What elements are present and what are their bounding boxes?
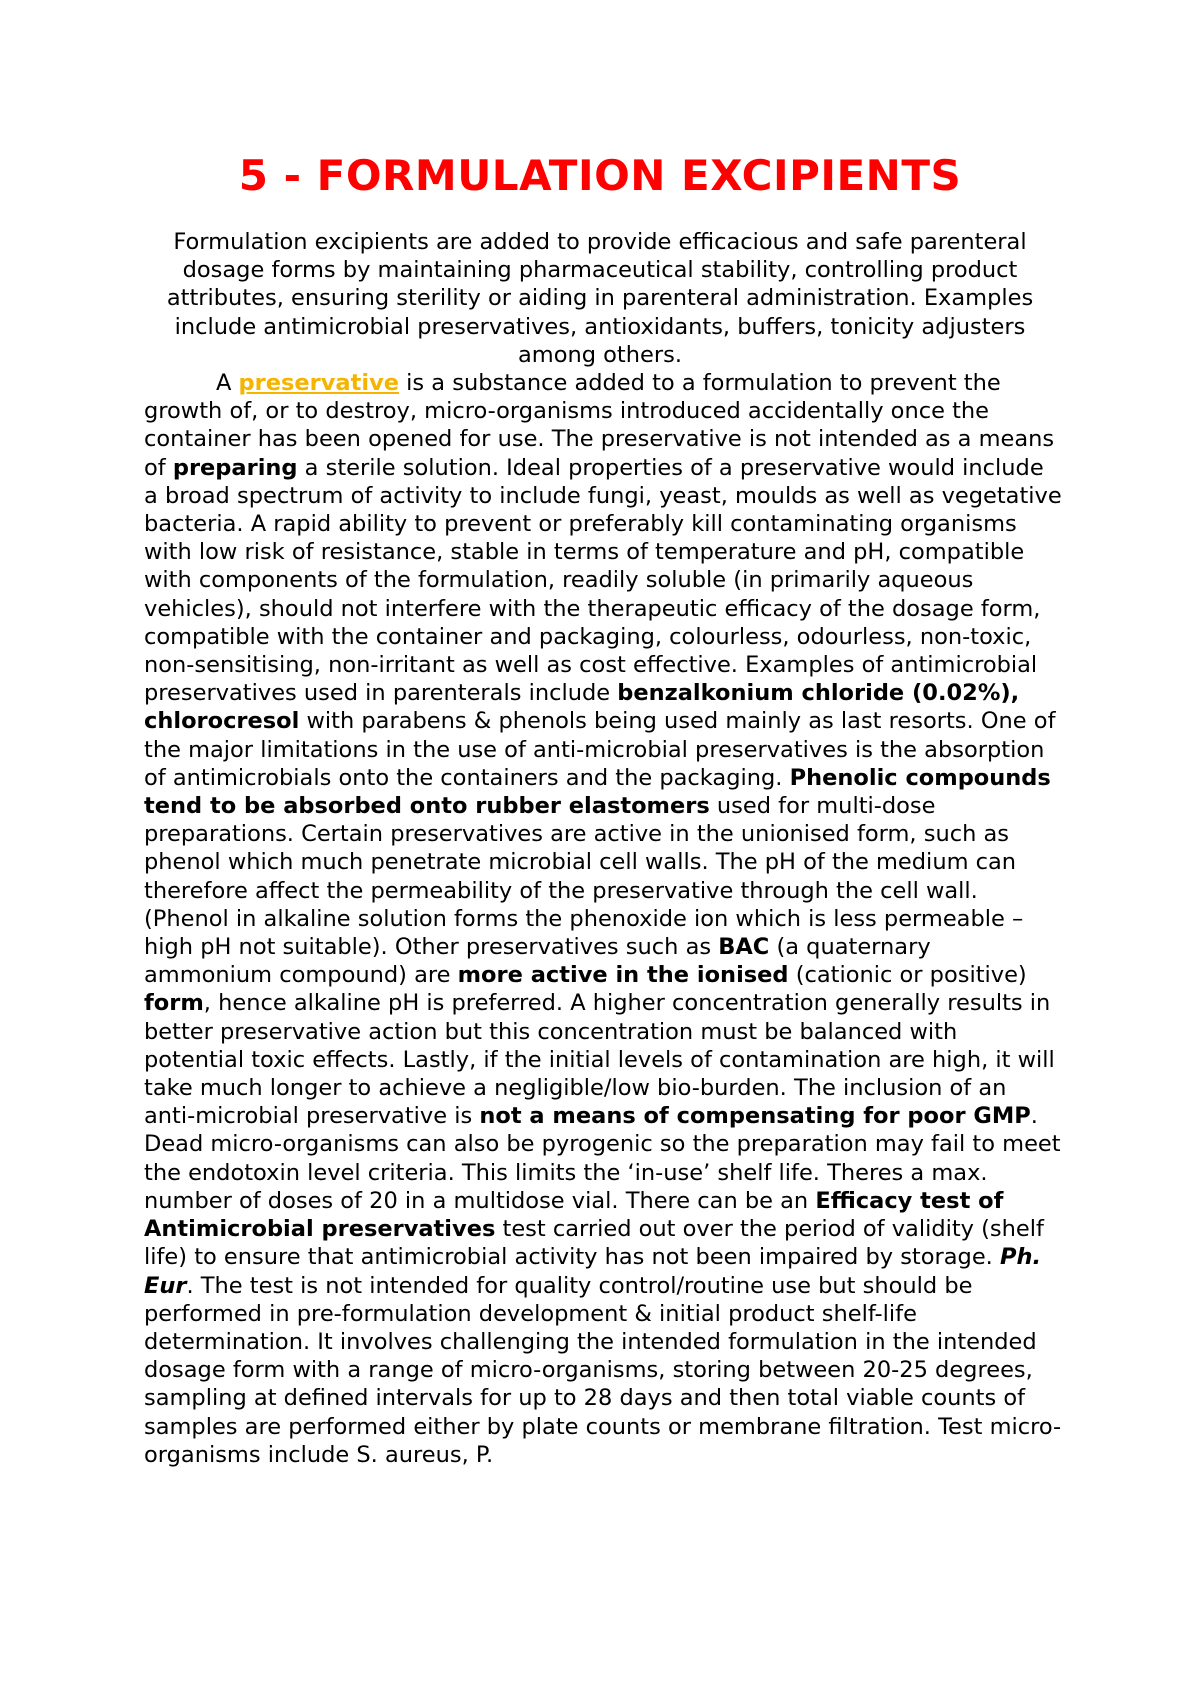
bold-text: Phenolic compounds tend to be absorbed onto rubber elastomers (144, 764, 1051, 820)
bold-text: preparing (172, 454, 298, 481)
page-title: 5 - FORMULATION EXCIPIENTS (238, 151, 962, 200)
bold-text: more active in the ionised (457, 962, 789, 989)
intro-paragraph: Formulation excipients are added to provide efficacious and safe parenteral dosage forms by maintaining pharmaceutical stability, controlling product attributes, ensuring sterility or aiding in parenteral administration. Examples include antimicrobial preservatives, antioxidants, buffers, tonicity adjusters among others. (166, 229, 1034, 368)
para-text: (a quaternary ammonium compound) are (144, 934, 931, 989)
preservative-paragraph (144, 369, 1064, 1469)
para-text: A (216, 370, 239, 396)
para-text: is a substance added to a formulation to prevent the growth of, or to destroy, micro-organisms introduced accidentally once the container has been opened for use. The preservative is not intended as a means of (144, 370, 1055, 481)
para-text: with parabens & phenols being used mainly as last resorts. One of the major limitations in the use of anti-microbial preservatives is the absorption of antimicrobials onto the containers and the packaging. (144, 708, 1056, 791)
bold-text: not a means of compensating for poor GMP (479, 1103, 1031, 1130)
para-text: , hence alkaline pH is preferred. A higher concentration generally results in better preservative action but this concentration must be balanced with potential toxic effects. Lastly, if the initial levels of contamination are high, it will take much longer to achieve a negligible/low bio-burden. The inclusion of an anti-microbial preservative is (144, 990, 1055, 1130)
para-text: . Dead micro-organisms can also be pyrogenic so the preparation may fail to meet the endotoxin level criteria. This limits the ‘in-use’ shelf life. Theres a max. number of doses of 20 in a multidose vial. There can be an (144, 1103, 1061, 1214)
bold-text: form (144, 990, 204, 1017)
bold-text: BAC (718, 934, 770, 961)
para-text: (cationic or positive) (788, 962, 1027, 989)
bold-text: Efficacy test of Antimicrobial preservatives (144, 1187, 1004, 1243)
para-text: . The test is not intended for quality control/routine use but should be performed in pre-formulation development & initial product shelf-life determination. It involves challenging the intended formulation in the intended dosage form with a range of micro-organisms, storing between 20-25 degrees, sampling at defined intervals for up to 28 days and then total viable counts of samples are performed either by plate counts or membrane filtration. Test micro-organisms include S. aureus, P. (144, 1272, 1062, 1468)
para-text: a sterile solution. Ideal properties of a preservative would include a broad spectrum of activity to include fungi, yeast, moulds as well as vegetative bacteria. A rapid ability to prevent or preferably kill contaminating organisms with low risk of resistance, stable in terms of temperature and pH, compatible with components of the formulation, readily soluble (in primarily aqueous vehicles), should not interfere with the therapeutic efficacy of the dosage form, compatible with the container and packaging, colourless, odourless, non-toxic, non-sensitising, non-irritant as well as cost effective. Examples of antimicrobial preservatives used in parenterals include (144, 454, 1062, 707)
para-text: test carried out over the period of validity (shelf life) to ensure that antimicrobial activity has not been impaired by storage. (144, 1216, 1044, 1271)
bold-text: Ph. Eur (144, 1244, 1042, 1299)
bold-text: benzalkonium chloride (0.02%), chlorocresol (144, 680, 1020, 735)
preservative-link[interactable]: preservative (238, 370, 400, 396)
para-text: used for multi-dose preparations. Certain preservatives are active in the unionised form, such as phenol which much penetrate microbial cell walls. The pH of the medium can therefore affect the permeability of the preservative through the cell wall. (Phenol in alkaline solution forms the phenoxide ion which is less permeable – high pH not suitable). Other preservatives such as (144, 793, 1024, 961)
